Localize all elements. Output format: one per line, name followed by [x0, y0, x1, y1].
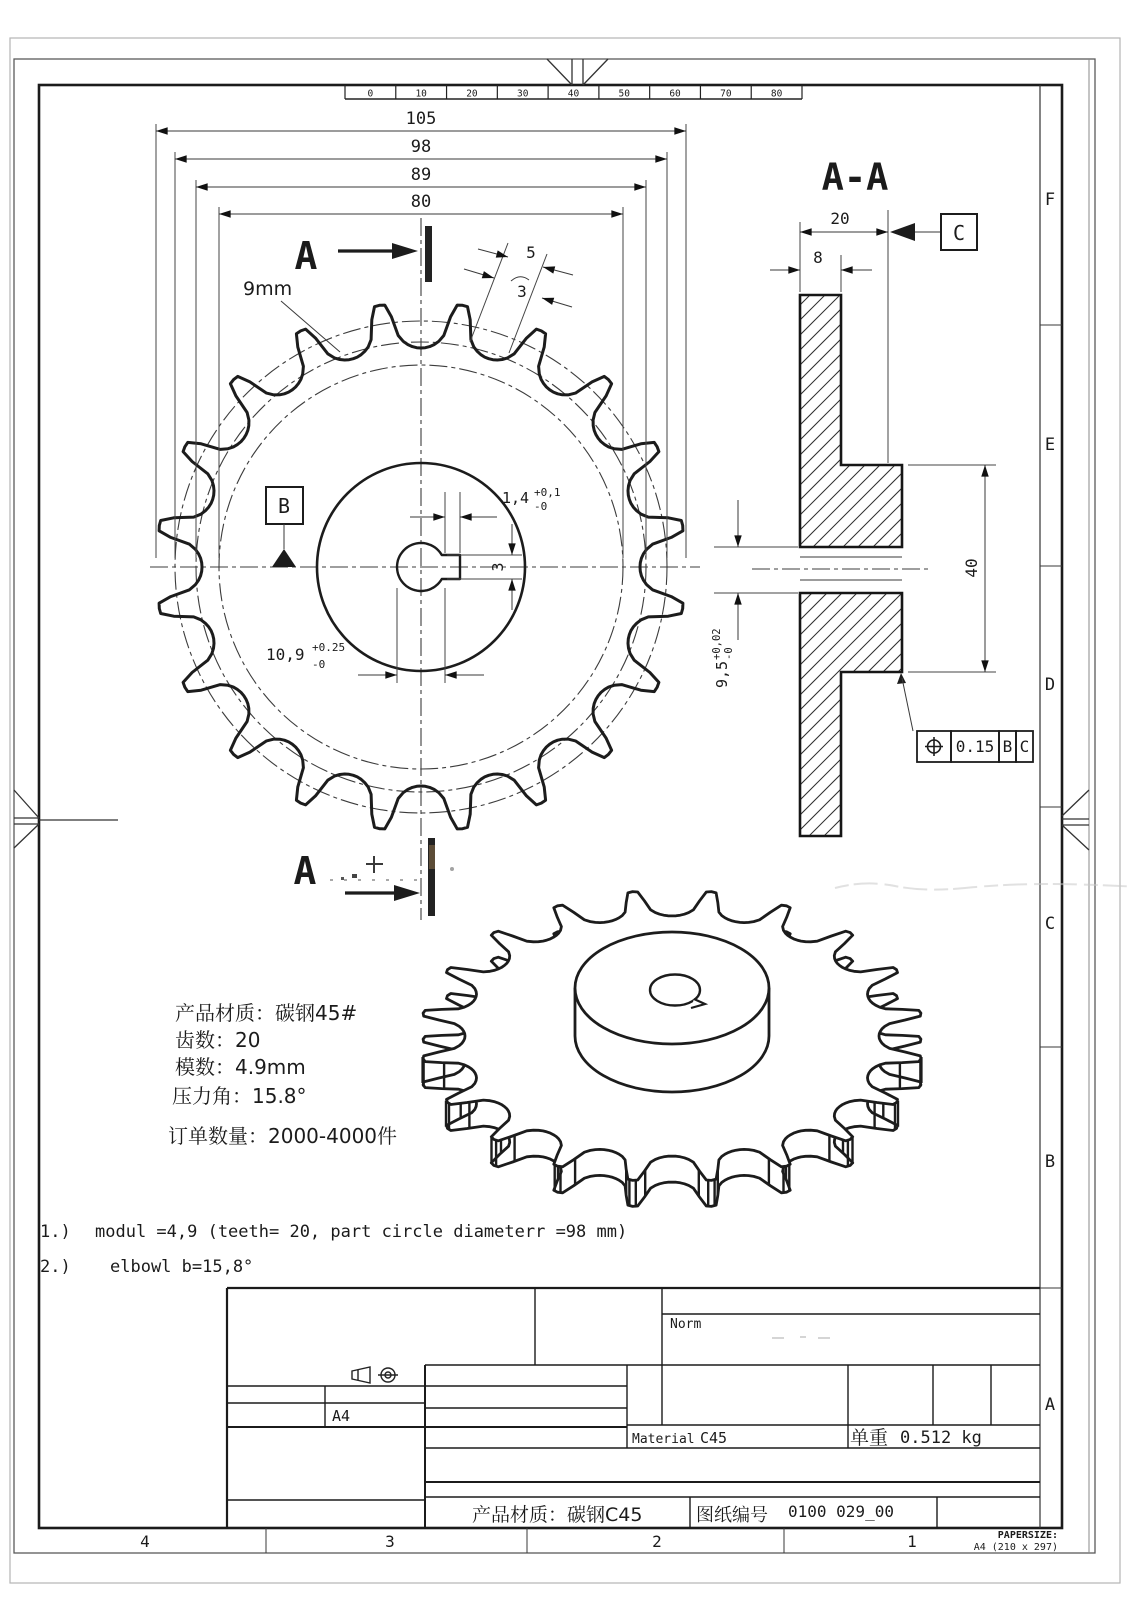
section-bore-plus: +0,02 [711, 628, 723, 660]
ruler-label-0: 0 [367, 88, 374, 100]
grid-label-3: 3 [385, 1532, 395, 1551]
bore-dim-nom: 10,9 [266, 645, 305, 664]
ruler-label-70: 70 [720, 88, 732, 100]
section-letter-bottom: A [293, 849, 317, 893]
spec-teeth: 齿数：20 [175, 1028, 261, 1052]
fcf-tolerance: 0.15 [955, 737, 995, 756]
dim-8: 8 [813, 248, 823, 267]
papersize-value: A4 (210 x 297) [973, 1542, 1058, 1553]
fcf-datum2: C [1019, 737, 1030, 756]
dim-80: 80 [410, 192, 432, 212]
section-bar-top [425, 226, 432, 282]
keyway-width-text: 3 [489, 562, 507, 572]
ruler-label-60: 60 [669, 88, 681, 100]
weight-label: 单重 [850, 1427, 889, 1449]
dim-98: 98 [410, 137, 432, 157]
section-bore-nom: 9,5 [713, 660, 731, 688]
section-letter-top: A [294, 234, 318, 278]
ruler-label-40: 40 [567, 88, 580, 100]
grid-label-d: D [1044, 675, 1056, 695]
grid-label-c: C [1044, 914, 1056, 934]
dim-20: 20 [830, 209, 850, 228]
fcf-datum1: B [1002, 737, 1013, 756]
ruler-label-20: 20 [466, 88, 478, 100]
note1-text: modul =4,9 (teeth= 20, part circle diameterr =98 mm) [95, 1222, 628, 1242]
grid-label-1: 1 [907, 1532, 917, 1551]
dim-89: 89 [410, 165, 432, 185]
grid-label-e: E [1044, 435, 1056, 455]
norm-label: Norm [670, 1317, 702, 1332]
grid-label-2: 2 [652, 1532, 662, 1551]
ruler-label-80: 80 [770, 88, 783, 100]
ruler-label-10: 10 [415, 88, 427, 100]
grid-label-a: A [1044, 1395, 1056, 1415]
grid-label-b: B [1044, 1152, 1056, 1172]
bottom-material: 产品材质：碳钢C45 [472, 1504, 643, 1526]
titleblock-artifacts [772, 1337, 830, 1338]
bore-dim-plus: +0.25 [312, 641, 346, 654]
grid-label-f: F [1044, 190, 1056, 210]
note2-text: elbowl b=15,8° [110, 1257, 254, 1277]
ruler-label-30: 30 [516, 88, 529, 100]
iso-hub [575, 932, 769, 1092]
section-bore-minus: -0 [723, 647, 735, 660]
spec-order-qty: 订单数量：2000-4000件 [168, 1124, 398, 1148]
keyway-depth-nom: 1,4 [502, 489, 530, 507]
spec-module: 模数：4.9mm [175, 1055, 306, 1079]
drawing-no-value: 0100 029_00 [788, 1502, 894, 1521]
drawing-no-label: 图纸编号 [696, 1505, 768, 1526]
paper-format: A4 [332, 1407, 351, 1425]
note1-index: 1.) [40, 1222, 71, 1242]
spec-material: 产品材质：碳钢45# [175, 1001, 358, 1025]
iso-bore [650, 975, 700, 1006]
note2-index: 2.) [40, 1257, 71, 1277]
datum-b-letter: B [277, 494, 291, 518]
dim-40: 40 [962, 558, 981, 578]
keyway-depth-minus: -0 [534, 500, 548, 513]
keyway-depth-plus: +0,1 [534, 486, 561, 499]
dim-105: 105 [405, 109, 437, 129]
weight-value: 0.512 kg [900, 1428, 982, 1448]
dim-tooth-3: 3 [517, 282, 527, 301]
papersize-label: PAPERSIZE: [997, 1530, 1058, 1541]
spec-pressure-angle: 压力角：15.8° [172, 1084, 307, 1108]
rim-label-text: 9mm [243, 278, 293, 300]
material-label: Material [632, 1432, 695, 1447]
datum-c-letter: C [952, 221, 966, 245]
ruler-label-50: 50 [618, 88, 631, 100]
dim-tooth-5: 5 [526, 243, 536, 262]
material-value: C45 [700, 1429, 728, 1447]
section-title: A-A [821, 156, 889, 199]
grid-label-4: 4 [140, 1532, 150, 1551]
bore-dim-minus: -0 [312, 658, 326, 671]
